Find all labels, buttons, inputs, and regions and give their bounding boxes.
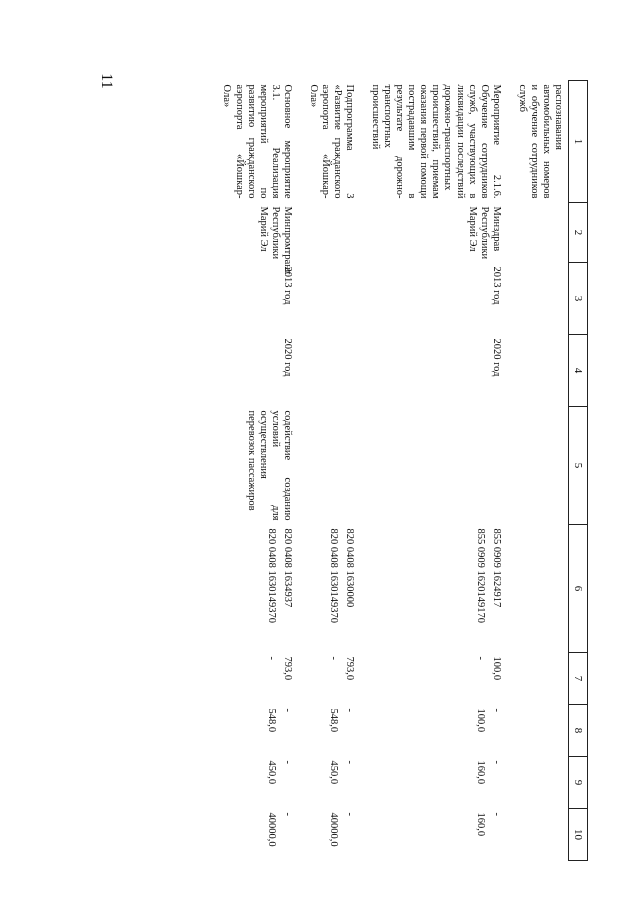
budget-code-main: 820 0408 1630000: [344, 528, 356, 608]
cell-c8: [506, 705, 569, 757]
value: 100,0: [474, 708, 486, 733]
column-header: 4: [569, 335, 588, 407]
cell-c8: [210, 705, 296, 757]
budget-code-sub: 855 0909 1620149170: [474, 528, 486, 623]
value: 100,0: [490, 656, 502, 681]
value: 450,0: [328, 760, 339, 785]
cell-c7: [297, 653, 359, 705]
value: -: [490, 708, 502, 712]
budget-code-sub: 820 0408 1630149370: [328, 528, 339, 623]
cell-result: [297, 407, 359, 525]
column-header: 2: [569, 203, 588, 263]
cell-c8: [359, 705, 506, 757]
page-number: 11: [98, 73, 115, 89]
cell-end: [297, 335, 359, 407]
cell-c9: [297, 757, 359, 809]
column-header: 5: [569, 407, 588, 525]
cell-executor: Минздрав Республики Марий Эл: [466, 206, 502, 260]
header-row: [569, 81, 588, 861]
cell-result: содействие созданию условий для осуществления перевозок пассажиров: [245, 410, 293, 521]
value: -: [474, 656, 486, 660]
table-row: [297, 81, 359, 861]
table-row: [359, 81, 506, 861]
cell-c9: [210, 757, 296, 809]
column-header: 7: [569, 653, 588, 705]
value: 40000,0: [265, 812, 277, 847]
value: 160,0: [474, 760, 486, 785]
budget-code-main: 855 0909 1624917: [490, 528, 502, 608]
budget-code-sub: 820 0408 1630149370: [265, 528, 277, 623]
table-row: [506, 81, 569, 861]
table-row: [210, 81, 296, 861]
value: -: [281, 708, 293, 712]
cell-executor: [506, 203, 569, 263]
column-header: 8: [569, 705, 588, 757]
budget-code-main: 820 0408 1634937: [281, 528, 293, 608]
cell-start: 2013 год: [490, 266, 502, 305]
rotated-table-container: [118, 80, 588, 860]
program-table: [210, 80, 588, 861]
cell-executor: [297, 203, 359, 263]
cell-c7: [359, 653, 506, 705]
value: 793,0: [281, 656, 293, 681]
cell-name: Подпрограмма 3 «Развитие гражданского аэропорта «Йошкар-Ола»: [307, 84, 356, 199]
cell-c10: [359, 809, 506, 861]
value: 40000,0: [328, 812, 339, 847]
cell-result: [506, 407, 569, 525]
value: 548,0: [265, 708, 277, 733]
cell-name: Основное мероприятие 3.1. Реализация мероприятий по развитию гражданского аэропорта «Йошкар-Ола»: [221, 84, 293, 199]
value: 793,0: [344, 656, 356, 681]
cell-name: Мероприятие 2.1.6. Обучение сотрудников служб, участвующих в ликвидации последствий дорожно-транспортных происшествий, приемам оказания первой помощи пострадавшим в результате дорожно-транспортных происшествий: [370, 84, 502, 199]
cell-start: [297, 263, 359, 335]
value: -: [344, 760, 356, 764]
column-header: 6: [569, 525, 588, 653]
cell-name: распознавания автомобильных номеров и обучение сотрудников служб: [516, 84, 564, 199]
cell-end: 2020 год: [281, 338, 293, 377]
value: -: [344, 708, 356, 712]
value: -: [265, 656, 277, 660]
cell-c8: [297, 705, 359, 757]
value: -: [281, 812, 293, 816]
value: 160,0: [474, 812, 486, 837]
cell-c7: [506, 653, 569, 705]
cell-code: [210, 525, 296, 653]
value: -: [328, 656, 339, 660]
column-header: 3: [569, 263, 588, 335]
cell-c10: [297, 809, 359, 861]
value: 450,0: [265, 760, 277, 785]
value: 548,0: [328, 708, 339, 733]
cell-executor: Минпромтранс Республики Марий Эл: [257, 206, 293, 275]
cell-c9: [359, 757, 506, 809]
value: -: [344, 812, 356, 816]
cell-code: [297, 525, 359, 653]
cell-start: [506, 263, 569, 335]
cell-start: 2013 год: [281, 266, 293, 305]
cell-end: [506, 335, 569, 407]
cell-c10: [210, 809, 296, 861]
column-header: 9: [569, 757, 588, 809]
value: -: [281, 760, 293, 764]
cell-c9: [506, 757, 569, 809]
cell-code: [506, 525, 569, 653]
value: -: [490, 812, 502, 816]
value: -: [490, 760, 502, 764]
cell-result: [359, 407, 506, 525]
cell-end: 2020 год: [490, 338, 502, 377]
column-header: 1: [569, 81, 588, 203]
cell-c10: [506, 809, 569, 861]
cell-c7: [210, 653, 296, 705]
cell-code: [359, 525, 506, 653]
column-header: 10: [569, 809, 588, 861]
